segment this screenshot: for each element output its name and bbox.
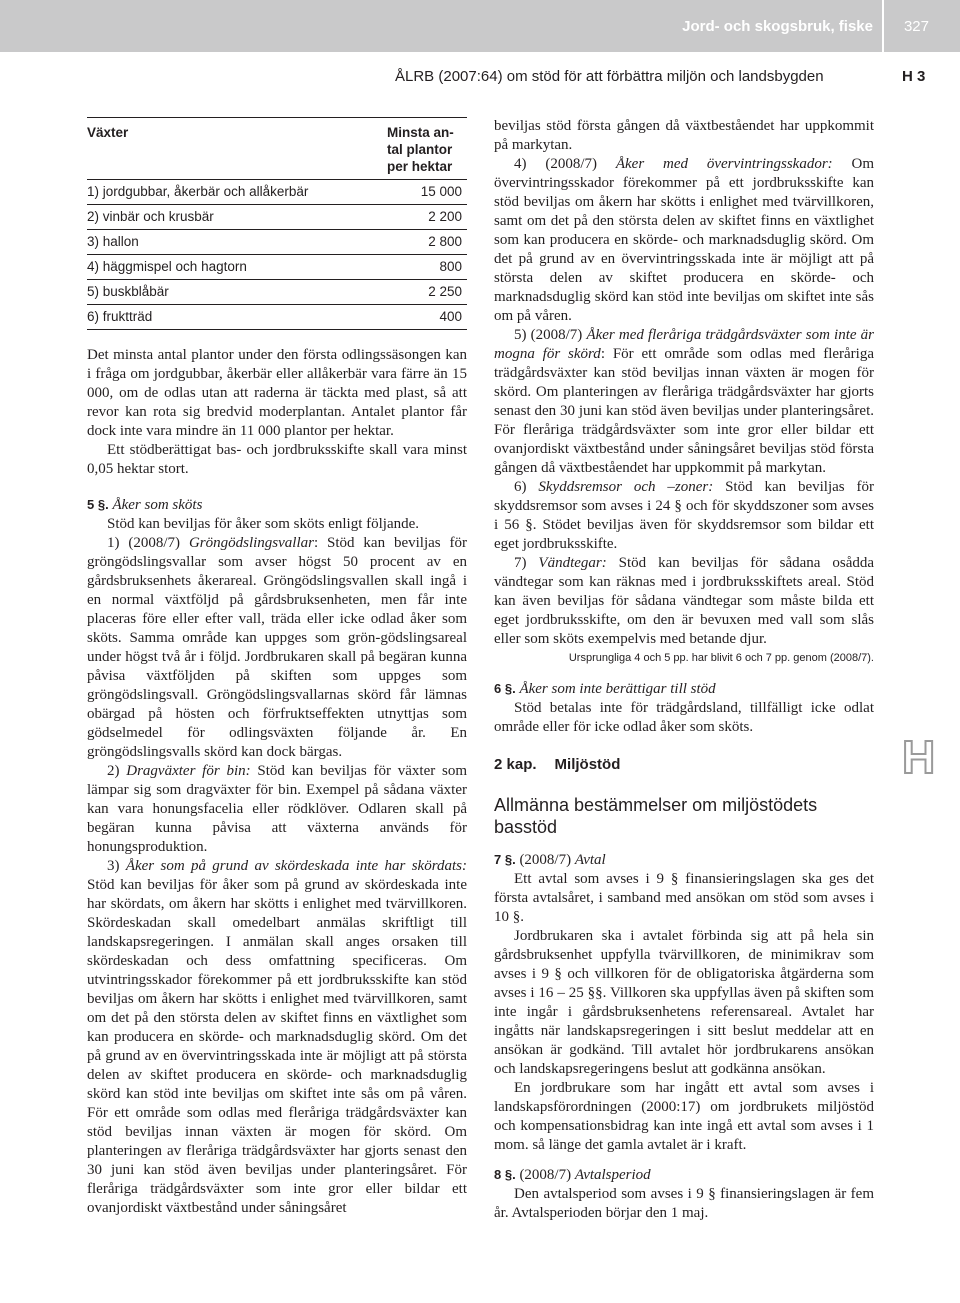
item-title: Åker med övervintringsskador:	[615, 156, 833, 172]
amendment-note: Ursprungliga 4 och 5 pp. har blivit 6 och 7 pp. genom (2008/7).	[568, 652, 874, 664]
item-text: Stöd kan beviljas för sådana osådda vändtegar som kan räknas med i jordbruksskiftets areal. Stöd kan även beviljas för sådana vändtegar som måste bilda ett eget jordbruksskifte, om den är bevuxen med vall som slås eller som sköts exempelvis med betande djur.	[494, 555, 875, 647]
item-prefix: 4) (2008/7)	[514, 156, 616, 172]
paragraph	[87, 762, 467, 857]
value-cell: 2 800	[387, 230, 467, 255]
section-title: Åker som inte berättigar till stöd	[519, 681, 716, 697]
table-row	[87, 255, 467, 280]
crop-cell: 5) buskblåbär	[87, 280, 387, 305]
top-header-bar	[0, 0, 960, 52]
value-cell: 800	[387, 255, 467, 280]
header-line: Minsta an-	[387, 125, 454, 140]
section-title: Avtalsperiod	[574, 1167, 651, 1183]
running-title: ÅLRB (2007:64) om stöd för att förbättra miljön och landsbygden	[395, 68, 824, 85]
paragraph: Stöd kan beviljas för åker som sköts enligt följande.	[107, 516, 420, 532]
paragraph: Den avtalsperiod som avses i 9 § finansieringslagen är fem år. Avtalsperioden börjar den 1 maj.	[494, 1186, 874, 1221]
paragraph	[87, 857, 467, 1218]
crop-cell: 3) hallon	[87, 230, 387, 255]
paragraph: beviljas stöd första gången då växtbeståendet har uppkommit på markytan.	[494, 118, 874, 153]
section-amendment: (2008/7)	[515, 852, 575, 868]
crop-cell: 1) jordgubbar, åkerbär och allåkerbär	[87, 180, 387, 205]
paragraph: Stöd betalas inte för trädgårdsland, tillfälligt icke odlat område eller för icke odlad åker som sköts.	[494, 700, 874, 735]
item-prefix: 3)	[107, 858, 126, 874]
crop-cell: 4) häggmispel och hagtorn	[87, 255, 387, 280]
chapter-title: Miljöstöd	[554, 756, 621, 773]
page-number: 327	[903, 18, 929, 35]
item-title: Skyddsremsor och –zoner:	[538, 479, 714, 495]
item-title: Dragväxter för bin:	[126, 763, 251, 779]
section-title: Jord- och skogsbruk, fiske	[682, 18, 873, 35]
item-text: : Stöd kan beviljas för gröngödslingsvallar som avser högst 50 procent av en gårdsbruksenhets åkerareal. Gröngödslingsvallen skall ingå i en normal växtföljd på gårdsbruksenheten, men får inte placeras före eller efter vall, träda eller icke odlad åker som sköts. Samma område kan uppges som grön-gödslingsareal under högst två år i följd. Jordbrukaren skall på begäran kunna påvisa växtföljden på skiften som uppges som gröngödslingsvall. Gröngödslingsvallarnas skörd får lämnas obärgad på hösten och förfruktseffekten utnyttjas som gödselmedel för odlingsväxten följande år. En gröngödslingsvalls skörd kan dock bärgas.	[87, 535, 467, 760]
paragraph	[87, 534, 467, 762]
item-prefix: 2)	[107, 763, 127, 779]
chapter-heading	[494, 755, 874, 774]
right-column	[494, 117, 874, 1223]
item-prefix: 6)	[514, 479, 539, 495]
section-heading	[494, 679, 874, 699]
section-title: Åker som sköts	[112, 497, 203, 513]
item-prefix: 1) (2008/7)	[107, 535, 189, 551]
item-prefix: 7)	[514, 555, 539, 571]
paragraph: En jordbrukare som har ingått ett avtal som avses i landskapsförordningen (2000:17) om jordbrukets miljöstöd och kompensationsbidrag kan inte ingå ett avtal som avses i 1 mom. så länge det gamla avtalet är i kraft.	[494, 1080, 874, 1153]
table-row	[87, 180, 467, 205]
paragraph: Ett stödberättigat bas- och jordbruksskifte skall vara minst 0,05 hektar stort.	[87, 442, 467, 477]
section-title: Avtal	[574, 852, 606, 868]
item-text: Stöd kan beviljas för växter som lämpar sig som dragväxter för bin. Exempel på sådana växter kan vara honungsfacelia eller rödklöver. Odlaren skall på begäran kunna påvisa att växterna används för honungsproduktion.	[87, 763, 467, 855]
item-text: Stöd kan beviljas för åker som på grund av skördeskada inte har skördats, om åkern har skötts i enlighet med tvärvillkoren. Skördeskadan skall omedelbart anmälas skriftligt till landskapsregeringen. I anmälan skall anges orsaken till skördeskadan och dess omfattning specificeras. Om utvintringsskador förekommer på ett jordbruksskifte kan stöd beviljas om åkern har skötts i enlighet med tvärvillkoren, samt om det på den största delen av skiftet finns en växtlighet som kan producera en skörde- och marknadsduglig skörd. Om det på grund av en övervintringsskada inte är möjligt att på största delen av skiftet producera en skörde- och marknadsduglig skörd kan stöd inte beviljas om skiftet inte sås om på våren. För ett område som odlas med fleråriga trädgårdsväxter kan stöd beviljas innan växten är mogen för skörd. Om planteringen av fleråriga trädgårdsväxter har gjorts senast den 30 juni kan stöd även beviljas under planteringsåret. För fleråriga trädgårdsväxter som inte gror eller bildar ett ovanjordiskt växtbestånd under såningsåret	[87, 877, 467, 1216]
chapter-tab-letter: H	[902, 731, 936, 783]
value-cell: 15 000	[387, 180, 467, 205]
crop-cell: 2) vinbär och krusbär	[87, 205, 387, 230]
plants-table	[87, 117, 467, 330]
table-header-crop: Växter	[87, 125, 129, 140]
item-prefix: 5) (2008/7)	[514, 327, 587, 343]
header-separator	[882, 0, 884, 52]
section-heading	[494, 850, 874, 870]
paragraph: Jordbrukaren ska i avtalet förbinda sig att på hela sin gårdsbruksenhet uppfylla tvärvillkoren, de minimikrav som avses i 9 § och villkoren för de obligatoriska åtgärderna som avses i 16 – 25 §§. Villkoren ska uppfyllas även på skiften som inte ingår i gårdsbruksenhetens referensareal. Avtalet har ingåtts när landskapsregeringen i sitt beslut meddelar att en ansökan är godkänd. Till avtalet hör jordbrukarens ansökan och landskapsregeringens beslut att godkänna ansökan.	[494, 928, 874, 1077]
running-tag: H 3	[902, 68, 926, 85]
paragraph	[494, 554, 874, 649]
section-number: 5 §.	[87, 497, 109, 512]
item-title: Gröngödslingsvallar	[188, 535, 314, 551]
section-heading	[87, 495, 467, 515]
table-row	[87, 305, 467, 330]
paragraph	[494, 478, 874, 554]
chapter-number: 2 kap.	[494, 756, 537, 773]
paragraph	[494, 155, 874, 326]
crop-cell: 6) fruktträd	[87, 305, 387, 330]
header-line: per hektar	[387, 159, 453, 174]
section-amendment: (2008/7)	[515, 1167, 575, 1183]
table-row	[87, 205, 467, 230]
item-title: Åker som på grund av skördeskada inte har skördats:	[125, 858, 467, 874]
paragraph: Ett avtal som avses i 9 § finansieringslagen ska ges det första avtalsåret, i samband med ansökan om stöd som avses i 10 §.	[494, 871, 874, 925]
section-number: 7 §.	[494, 852, 516, 867]
section-number: 8 §.	[494, 1167, 516, 1182]
table-row	[87, 230, 467, 255]
item-text: : För ett område som odlas med fleråriga trädgårdsväxter kan stöd beviljas innan växten är mogen för skörd. Om planteringen av fleråriga trädgårdsväxter har gjorts senast den 30 juni kan stöd även beviljas under planteringsåret. För fleråriga trädgårdsväxter som inte gror eller bildar ett ovanjordiskt växtbestånd under såningsåret beviljas stöd första gången då växtbeståendet har uppkommit på markytan.	[494, 346, 874, 476]
paragraph: Det minsta antal plantor under den första odlingssäsongen kan i fråga om jordgubbar, åkerbär eller allåkerbär vara färre än 15 000, om de odlas utan att raderna är täckta med plast, så att revor kan rota sig bredvid moderplantan. Antalet plantor får dock inte vara mindre än 11 000 plantor per hektar.	[87, 347, 467, 439]
table-row	[87, 280, 467, 305]
header-line: tal plantor	[387, 142, 453, 157]
left-column	[87, 117, 467, 1218]
section-heading	[494, 1165, 874, 1185]
value-cell: 2 200	[387, 205, 467, 230]
value-cell: 400	[387, 305, 467, 330]
value-cell: 2 250	[387, 280, 467, 305]
table-header-min-plants	[387, 118, 467, 180]
subheading: Allmänna bestämmelser om miljöstödets basstöd	[494, 795, 818, 837]
item-title: Vändtegar:	[538, 555, 607, 571]
paragraph	[494, 326, 874, 478]
section-number: 6 §.	[494, 681, 516, 696]
item-title: Åker med fleråriga trädgårdsväxter som inte är mogna för skörd	[494, 327, 874, 362]
item-text: Om övervintringsskador förekommer på ett jordbruksskifte kan stöd beviljas om åkern har skötts i enlighet med tvärvillkoren, samt om det på den största delen av skiftet finns en växtlighet som kan producera en skörde- och marknadsduglig skörd. Om det på grund av en övervintringsskada inte är möjligt att på största delen av skiftet producera en skörde- och marknadsduglig skörd kan stöd inte beviljas om skiftet inte sås om på våren.	[494, 156, 874, 324]
item-text: Stöd kan beviljas för skyddsremsor som avses i 24 § och för skyddszoner som avses i 56 §. Stödet beviljas även för skyddsremsor som bildar ett eget jordbruksskifte.	[494, 479, 874, 552]
